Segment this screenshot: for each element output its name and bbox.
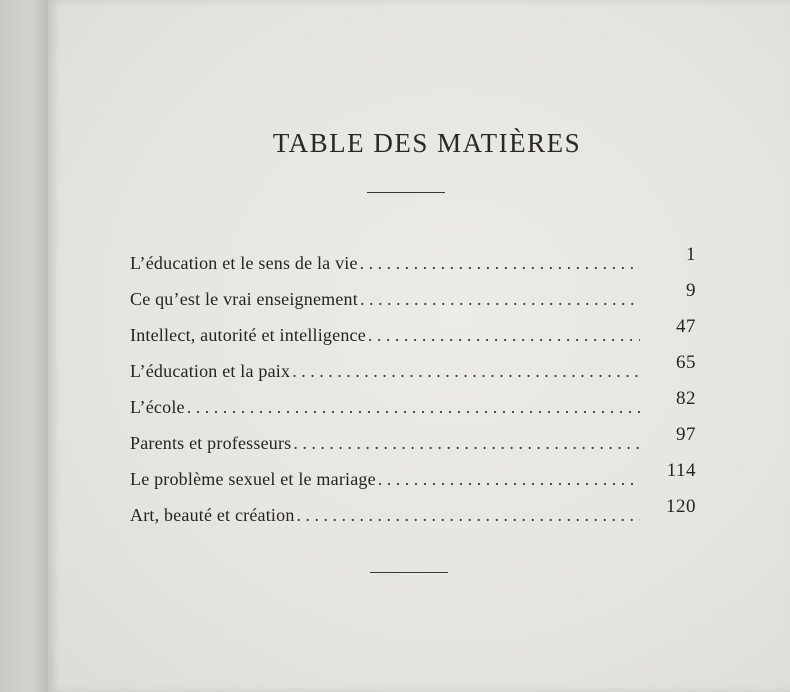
toc-page-number: 65: [676, 352, 696, 373]
toc-entry-title: L’éducation et le sens de la vie: [130, 253, 358, 273]
dot-leader: [360, 253, 640, 274]
book-page: [48, 0, 790, 692]
toc-entry-title: Intellect, autorité et intelligence: [130, 325, 366, 345]
toc-entry-title: Art, beauté et création: [130, 505, 295, 525]
dot-leader: [360, 289, 640, 310]
dot-leader: [187, 397, 640, 418]
page-title: TABLE DES MATIÈRES: [272, 128, 582, 158]
toc-page-number: 114: [666, 460, 696, 481]
dot-leader: [297, 505, 640, 526]
toc-entry-title: L’éducation et la paix: [130, 361, 291, 381]
toc-entry: [130, 244, 696, 289]
toc-entry: [130, 496, 696, 541]
toc-entry: [130, 316, 696, 361]
toc-page-number: 47: [676, 316, 696, 337]
dot-leader: [378, 469, 640, 490]
closing-divider: [370, 572, 448, 573]
toc-entry-title: L’école: [130, 397, 185, 417]
toc-entry-title: Le problème sexuel et le mariage: [130, 469, 376, 489]
toc-page-number: 82: [676, 388, 696, 409]
toc-entry: [130, 280, 696, 325]
toc-entry: [130, 460, 696, 505]
table-of-contents: [130, 244, 696, 541]
toc-entry: [130, 424, 696, 469]
toc-entry-title: Parents et professeurs: [130, 433, 292, 453]
dot-leader: [293, 433, 640, 454]
toc-entry: [130, 388, 696, 433]
dot-leader: [368, 325, 640, 346]
toc-entry-title: Ce qu’est le vrai enseignement: [130, 289, 358, 309]
toc-page-number: 97: [676, 424, 696, 445]
book-spine-edge: [0, 0, 50, 692]
toc-page-number: 9: [686, 280, 696, 301]
dot-leader: [292, 361, 640, 382]
title-divider: [367, 192, 445, 193]
toc-entry: [130, 352, 696, 397]
toc-page-number: 1: [686, 244, 696, 265]
toc-page-number: 120: [666, 496, 696, 517]
